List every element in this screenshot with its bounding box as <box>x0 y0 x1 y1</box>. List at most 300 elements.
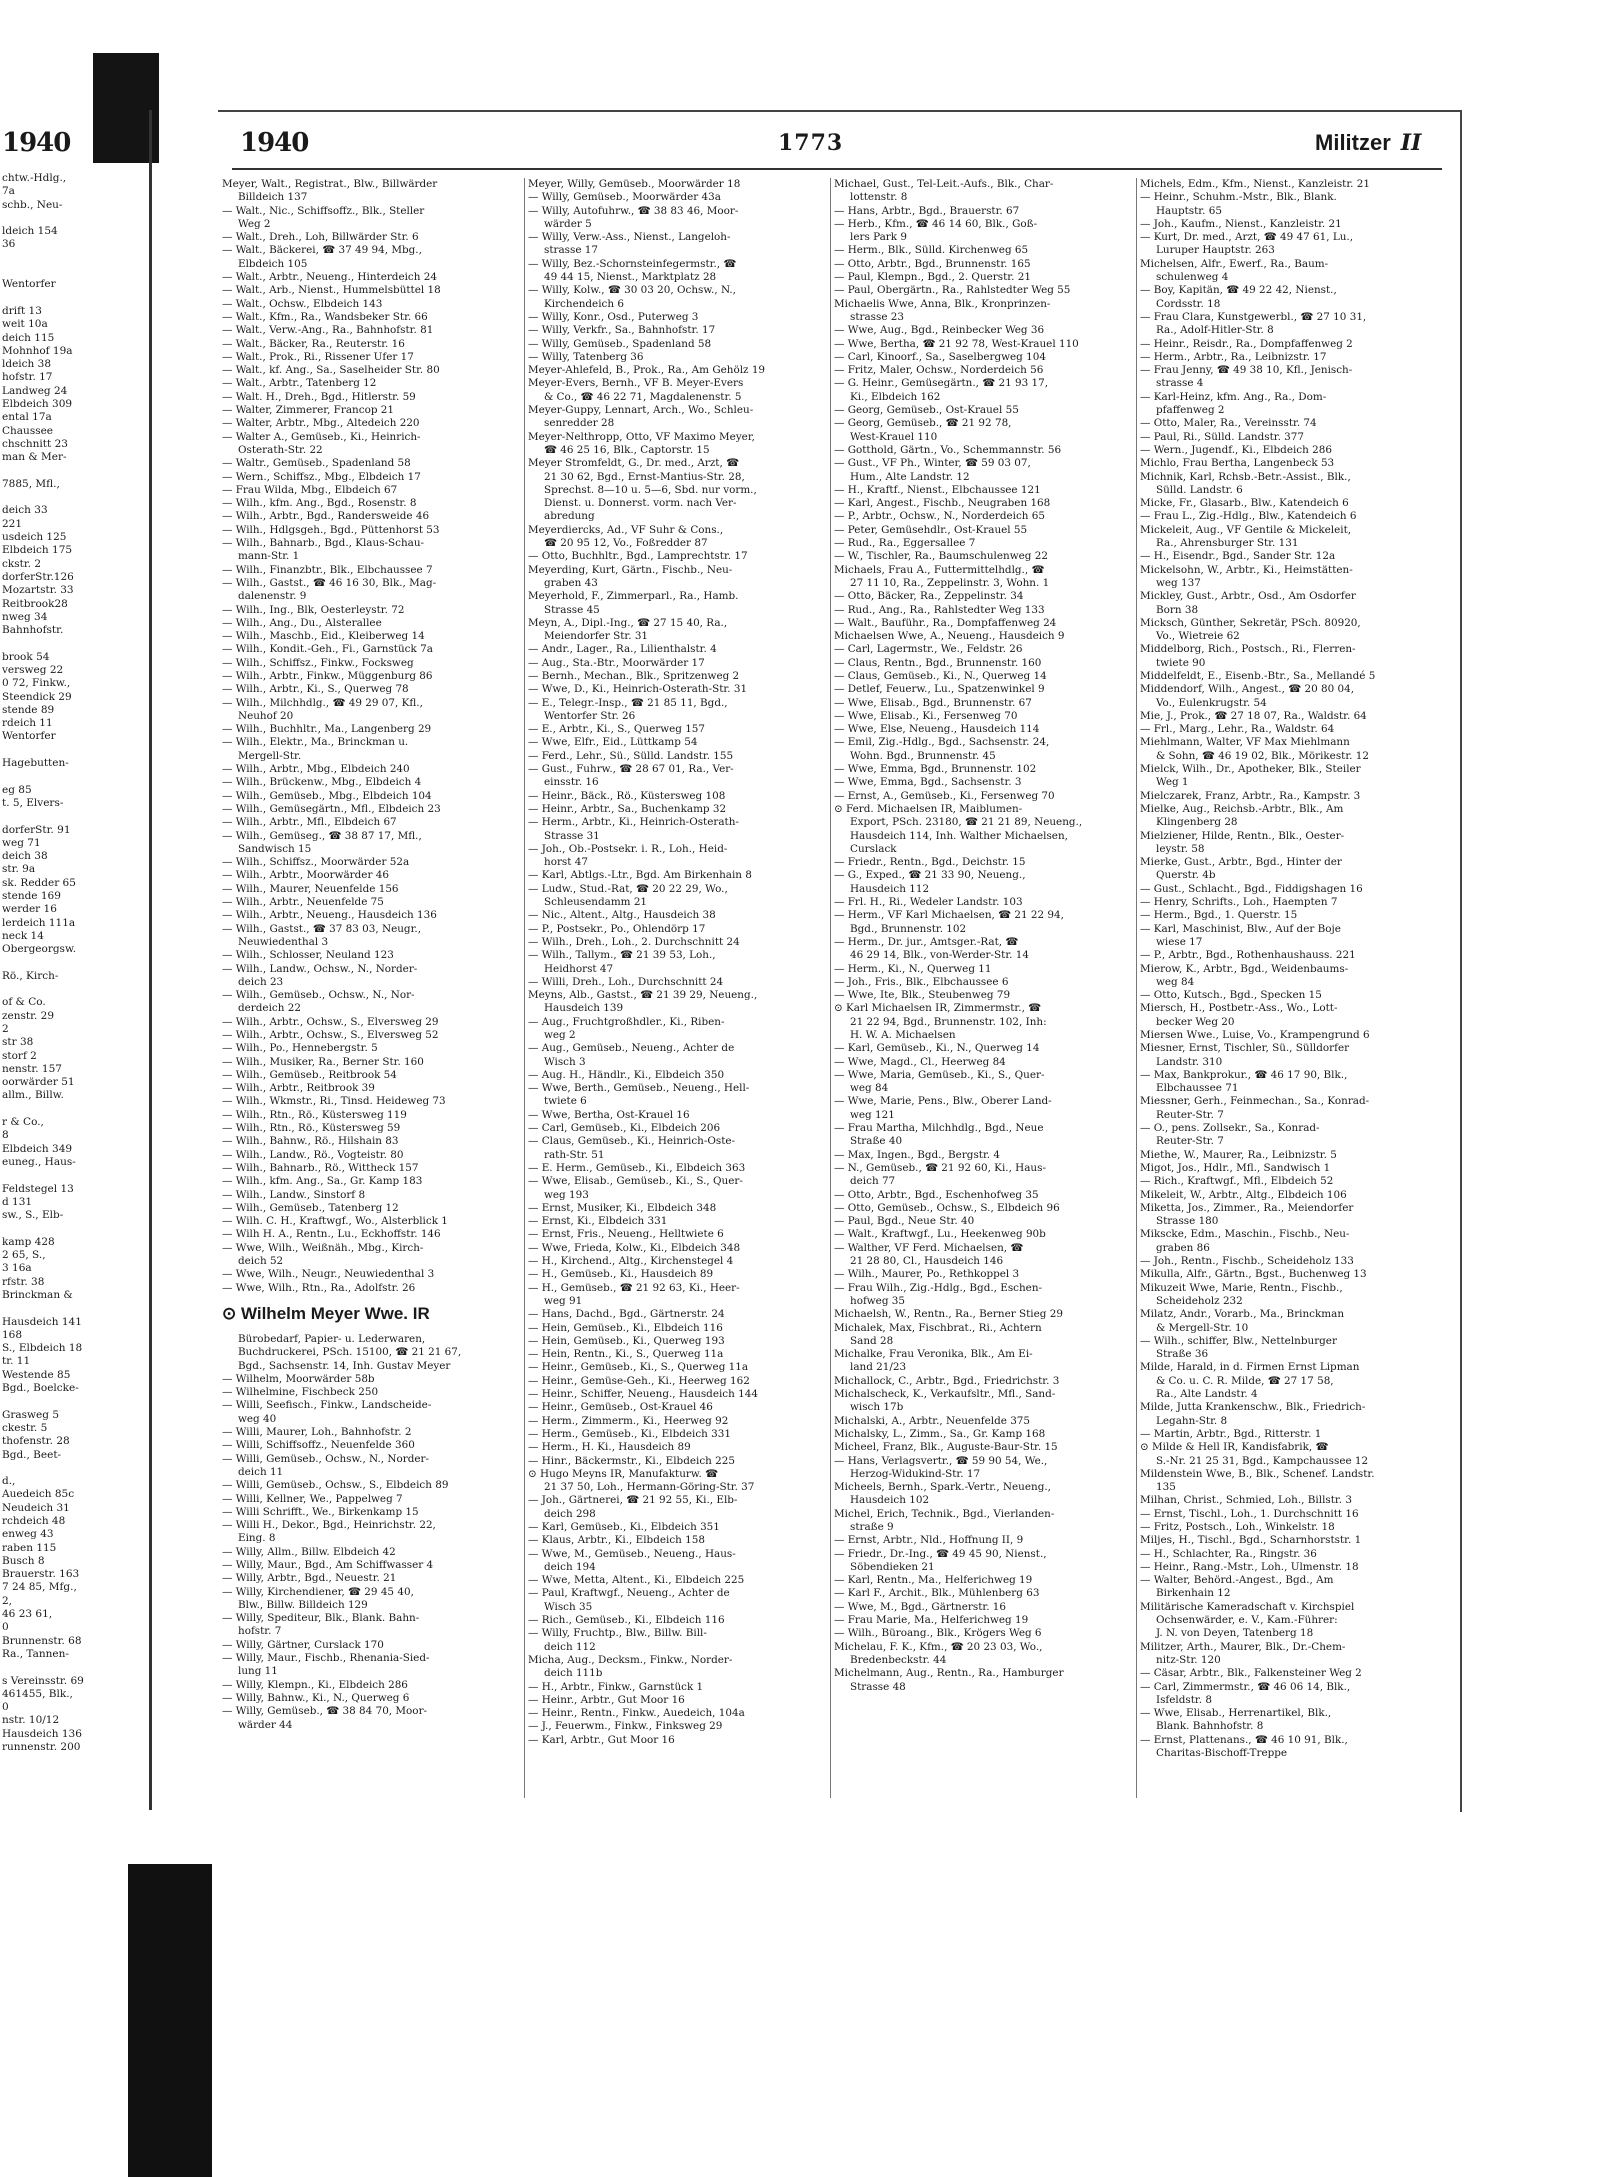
directory-entry: — Willi Schrifft., We., Birkenkamp 15 <box>222 1505 419 1518</box>
directory-entry: — E. Herm., Gemüseb., Ki., Elbdeich 363 <box>528 1161 746 1174</box>
facing-page-line: Wentorfer <box>2 278 56 291</box>
directory-entry: — Walt., kf. Ang., Sa., Saselheider Str. 80 <box>222 364 440 377</box>
directory-entry: — Heinr., Schuhm.-Mstr., Blk., Blank. <box>1140 191 1337 204</box>
directory-entry: — H., Gemüseb., ☎ 21 92 63, Ki., Heer- <box>528 1281 740 1294</box>
column-2 <box>528 178 826 1747</box>
directory-entry: — Wwe, Wilh., Weißnäh., Mbg., Kirch- <box>222 1241 424 1254</box>
directory-entry: — Willi, Maurer, Loh., Bahnhofstr. 2 <box>222 1426 412 1439</box>
facing-page-line: Ra., Tannen- <box>2 1647 69 1660</box>
directory-entry: — Willi H., Dekor., Bgd., Heinrichstr. 22, <box>222 1519 436 1532</box>
directory-entry: — Ernst, Tischl., Loh., 1. Durchschnitt 16 <box>1140 1507 1359 1520</box>
facing-page-line: 7885, Mfl., <box>2 477 60 490</box>
directory-entry: — H., Schlachter, Ra., Ringstr. 36 <box>1140 1547 1317 1560</box>
facing-page-line: 8 <box>2 1129 9 1142</box>
directory-entry: Bgd., Brunnenstr. 102 <box>850 922 967 935</box>
directory-entry: derdeich 22 <box>238 1002 301 1015</box>
directory-entry: — Wilh., Elektr., Ma., Brinckman u. <box>222 736 409 749</box>
directory-entry: — Paul, Klempn., Bgd., 2. Querstr. 21 <box>834 271 1031 284</box>
directory-entry: — Herm., Arbtr., Ki., Heinrich-Osterath- <box>528 816 739 829</box>
directory-entry: Ra., Ahrensburger Str. 131 <box>1156 537 1299 550</box>
directory-entry: Wisch 35 <box>544 1600 593 1613</box>
facing-page-line: 36 <box>2 238 16 251</box>
directory-entry: — Herm., Bgd., 1. Querstr. 15 <box>1140 909 1298 922</box>
directory-entry: — Wwe, Elfr., Eid., Lüttkamp 54 <box>528 736 698 749</box>
directory-entry: — Wilh., Landw., Sinstorf 8 <box>222 1188 366 1201</box>
facing-page-line: Brinckman & <box>2 1288 73 1301</box>
facing-page-line: Feldstegel 13 <box>2 1182 74 1195</box>
directory-entry: Neuwiedenthal 3 <box>238 935 329 948</box>
facing-page-line: of & Co. <box>2 996 46 1009</box>
directory-entry: — Wilh., Brückenw., Mbg., Elbdeich 4 <box>222 776 422 789</box>
facing-page-line: eg 85 <box>2 783 32 796</box>
facing-page-line: ldeich 154 <box>2 225 58 238</box>
facing-page-line: rdeich 11 <box>2 717 53 730</box>
facing-page-line: 2, <box>2 1594 13 1607</box>
facing-page-line: tr. 11 <box>2 1355 31 1368</box>
directory-entry: — Willi, Schiffsoffz., Neuenfelde 360 <box>222 1439 415 1452</box>
directory-entry: — Wern., Jugendf., Ki., Elbdeich 286 <box>1140 443 1332 456</box>
directory-entry: Ra., Alte Landstr. 4 <box>1156 1388 1258 1401</box>
directory-entry: — Rich., Gemüseb., Ki., Elbdeich 116 <box>528 1614 725 1627</box>
directory-entry: — H., Eisendr., Bgd., Sander Str. 12a <box>1140 550 1336 563</box>
directory-entry: — Wilh., Rtn., Rö., Küstersweg 119 <box>222 1108 407 1121</box>
directory-entry: — Paul, Ri., Sülld. Landstr. 377 <box>1140 430 1305 443</box>
directory-entry: Michel, Erich, Technik., Bgd., Vierlanden- <box>834 1507 1055 1520</box>
facing-page-line: ldeich 38 <box>2 358 51 371</box>
directory-entry: Strasse 180 <box>1156 1215 1219 1228</box>
directory-entry: — Peter, Gemüsehdlr., Ost-Krauel 55 <box>834 523 1028 536</box>
directory-entry: graben 43 <box>544 576 598 589</box>
directory-entry: Curslack <box>850 842 897 855</box>
directory-entry: — Wilh., schiffer, Blw., Nettelnburger <box>1140 1334 1337 1347</box>
directory-entry: Michalek, Max, Fischbrat., Ri., Achtern <box>834 1321 1042 1334</box>
directory-entry: Mierke, Gust., Arbtr., Bgd., Hinter der <box>1140 856 1342 869</box>
facing-page-line: oorwärder 51 <box>2 1076 75 1089</box>
directory-entry: ⊙ Wilhelm Meyer Wwe. IR <box>222 1303 430 1323</box>
directory-entry: wiese 17 <box>1156 935 1203 948</box>
directory-entry: — Willy, Kolw., ☎ 30 03 20, Ochsw., N., <box>528 284 736 297</box>
directory-entry: Bredenbeckstr. 44 <box>850 1653 947 1666</box>
directory-entry: — Wwe, M., Gemüseb., Neueng., Haus- <box>528 1547 736 1560</box>
directory-entry: Heidhorst 47 <box>544 962 614 975</box>
directory-entry: deich 111b <box>544 1667 603 1680</box>
directory-entry: — Hein, Gemüseb., Ki., Elbdeich 116 <box>528 1321 723 1334</box>
directory-entry: — Otto, Arbtr., Bgd., Brunnenstr. 165 <box>834 257 1031 270</box>
directory-entry: Ochsenwärder, e. V., Kam.-Führer: <box>1156 1614 1338 1627</box>
directory-entry: rath-Str. 51 <box>544 1148 605 1161</box>
directory-entry: Mergell-Str. <box>238 749 302 762</box>
facing-page-line: lerdeich 111a <box>2 916 76 929</box>
directory-entry: Querstr. 4b <box>1156 869 1216 882</box>
directory-entry: — Ernst, Arbtr., Nld., Hoffnung II, 9 <box>834 1534 1024 1547</box>
directory-entry: — Wilh., Gemüseb., Tatenberg 12 <box>222 1201 399 1214</box>
directory-entry: — Wwe, Maria, Gemüseb., Ki., S., Quer- <box>834 1068 1045 1081</box>
directory-entry: — Walt., Bauführ., Ra., Dompfaffenweg 24 <box>834 616 1057 629</box>
facing-page-line: nenstr. 157 <box>2 1062 62 1075</box>
directory-entry: Eing. 8 <box>238 1532 276 1545</box>
facing-page-line <box>2 957 84 970</box>
directory-entry: — Wilh., Maurer, Po., Rethkoppel 3 <box>834 1268 1020 1281</box>
directory-entry: — Herm., H. Ki., Hausdeich 89 <box>528 1441 691 1454</box>
facing-page-line: sw., S., Elb- <box>2 1209 64 1222</box>
directory-entry: — Karl, Rentn., Ma., Helferichweg 19 <box>834 1574 1033 1587</box>
directory-entry: Michelmann, Aug., Rentn., Ra., Hamburger <box>834 1667 1064 1680</box>
facing-page-line: Westende 85 <box>2 1368 71 1381</box>
directory-entry: — Wwe, Ite, Blk., Steubenweg 79 <box>834 989 1011 1002</box>
directory-entry: Hausdeich 139 <box>544 1002 624 1015</box>
directory-entry: — Walt., Arbtr., Neueng., Hinterdeich 24 <box>222 271 437 284</box>
directory-entry: — Wilh., Maurer, Neuenfelde 156 <box>222 882 399 895</box>
directory-entry: — Walter, Zimmerer, Francop 21 <box>222 404 395 417</box>
facing-page-line: 0 <box>2 1621 9 1634</box>
directory-entry: dalenenstr. 9 <box>238 590 307 603</box>
directory-entry: — Carl, Lagermstr., We., Feldstr. 26 <box>834 643 1023 656</box>
directory-entry: — Herm., VF Karl Michaelsen, ☎ 21 22 94, <box>834 909 1064 922</box>
directory-entry: — Wilh., Finanzbtr., Blk., Elbchaussee 7 <box>222 563 433 576</box>
facing-page-line: Obergeorgsw. <box>2 943 77 956</box>
facing-page-line <box>2 1169 84 1182</box>
directory-entry: Buchdruckerei, PSch. 15100, ☎ 21 21 67, <box>238 1346 462 1359</box>
directory-entry: — Willy, Gemüseb., ☎ 38 84 70, Moor- <box>222 1705 428 1718</box>
facing-page-line: 3 16a <box>2 1262 32 1275</box>
page-year: 1940 <box>240 128 309 158</box>
facing-page-line: zenstr. 29 <box>2 1009 55 1022</box>
facing-page-line: r & Co., <box>2 1116 44 1129</box>
directory-entry: — Herm., Arbtr., Ra., Leibnizstr. 17 <box>1140 350 1327 363</box>
directory-entry: — Hans, Arbtr., Bgd., Brauerstr. 67 <box>834 204 1020 217</box>
directory-entry: — P., Arbtr., Ochsw., N., Norderdeich 65 <box>834 510 1046 523</box>
directory-entry: — H., Kirchend., Altg., Kirchenstegel 4 <box>528 1255 734 1268</box>
directory-entry: Migot, Jos., Hdlr., Mfl., Sandwisch 1 <box>1140 1161 1331 1174</box>
facing-page-line: d., <box>2 1475 16 1488</box>
directory-entry: — Walt., Kraftwgf., Lu., Heekenweg 90b <box>834 1228 1046 1241</box>
directory-entry: — Wilh., Hdlgsgeh., Bgd., Püttenhorst 53 <box>222 523 440 536</box>
directory-entry: — Herm., Gemüseb., Ki., Elbdeich 331 <box>528 1427 731 1440</box>
directory-entry: — Walt., Arbtr., Tatenberg 12 <box>222 377 377 390</box>
directory-entry: Reuter-Str. 7 <box>1156 1135 1224 1148</box>
directory-entry: — Max, Bankprokur., ☎ 46 17 90, Blk., <box>1140 1068 1348 1081</box>
directory-entry: Meyn, A., Dipl.-Ing., ☎ 27 15 40, Ra., <box>528 616 728 629</box>
directory-entry: Meyer, Willy, Gemüseb., Moorwärder 18 <box>528 178 741 190</box>
facing-page-line <box>2 1222 84 1235</box>
directory-entry: Mie, J., Prok., ☎ 27 18 07, Ra., Waldstr. 64 <box>1140 709 1367 722</box>
facing-page-line: Neudeich 31 <box>2 1501 70 1514</box>
directory-entry: Luruper Hauptstr. 263 <box>1156 244 1275 257</box>
directory-entry: — Wwe, Aug., Bgd., Reinbecker Weg 36 <box>834 324 1045 337</box>
directory-entry: ⊙ Hugo Meyns IR, Manufakturw. ☎ <box>528 1467 719 1480</box>
directory-entry: Michallock, C., Arbtr., Bgd., Friedrichstr. 3 <box>834 1374 1060 1387</box>
facing-page-line: Elbdeich 309 <box>2 398 73 411</box>
facing-page-line: Reitbrook28 <box>2 597 68 610</box>
directory-entry: 135 <box>1156 1481 1176 1494</box>
directory-entry: — Wilh., Bahnarb., Rö., Wittheck 157 <box>222 1161 419 1174</box>
directory-entry: — Walt., Dreh., Loh, Billwärder Str. 6 <box>222 231 419 244</box>
directory-entry: lers Park 9 <box>850 231 907 244</box>
facing-page-line: 7 24 85, Mfg., <box>2 1581 77 1594</box>
directory-entry: Michels, Edm., Kfm., Nienst., Kanzleistr. 21 <box>1140 178 1371 190</box>
directory-entry: — Rich., Kraftwgf., Mfl., Elbdeich 52 <box>1140 1175 1334 1188</box>
facing-page-line <box>2 292 84 305</box>
directory-entry: Milhan, Christ., Schmied, Loh., Billstr. 3 <box>1140 1494 1352 1507</box>
facing-page-line: Elbdeich 349 <box>2 1142 73 1155</box>
facing-page-line: 0 <box>2 1701 9 1714</box>
directory-entry: — Wilh., Buchhltr., Ma., Langenberg 29 <box>222 723 432 736</box>
directory-entry: — Nic., Altent., Altg., Hausdeich 38 <box>528 909 716 922</box>
directory-entry: — Frl., Marg., Lehr., Ra., Waldstr. 64 <box>1140 723 1335 736</box>
directory-entry: Dienst. u. Donnerst. vorm. nach Ver- <box>544 497 737 510</box>
facing-page-line: raben 115 <box>2 1541 57 1554</box>
directory-entry: — Karl, Gemüseb., Ki., Elbdeich 351 <box>528 1520 720 1533</box>
directory-entry: Miljes, H., Tischl., Bgd., Scharnhorststr. 1 <box>1140 1534 1362 1547</box>
directory-entry: Landstr. 310 <box>1156 1055 1223 1068</box>
directory-entry: — Friedr., Rentn., Bgd., Deichstr. 15 <box>834 856 1026 869</box>
directory-entry: 46 29 14, Blk., von-Werder-Str. 14 <box>850 949 1029 962</box>
facing-page-line: weg 71 <box>2 836 41 849</box>
facing-page-line: Bahnhofstr. <box>2 624 64 637</box>
directory-entry: — Wwe, Berth., Gemüseb., Neueng., Hell- <box>528 1082 750 1095</box>
facing-page-line: nstr. 10/12 <box>2 1714 60 1727</box>
directory-entry: — Walter A., Gemüseb., Ki., Heinrich- <box>222 430 421 443</box>
directory-entry: Bgd., Sachsenstr. 14, Inh. Gustav Meyer <box>238 1359 451 1372</box>
directory-entry: 21 22 94, Bgd., Brunnenstr. 102, Inh: <box>850 1015 1047 1028</box>
directory-entry: — Frau Martha, Milchhdlg., Bgd., Neue <box>834 1122 1044 1135</box>
facing-page-line: Mozartstr. 33 <box>2 584 74 597</box>
facing-page-line: Hausdeich 141 <box>2 1315 82 1328</box>
directory-entry: deich 77 <box>850 1175 896 1188</box>
directory-entry: — Paul, Obergärtn., Ra., Rahlstedter Weg 55 <box>834 284 1071 297</box>
directory-entry: schulenweg 4 <box>1156 271 1229 284</box>
directory-entry: — Wilh., Arbtr., Neueng., Hausdeich 136 <box>222 909 437 922</box>
directory-entry: weg 84 <box>850 1082 889 1095</box>
directory-entry: — Willy, Autofuhrw., ☎ 38 83 46, Moor- <box>528 204 739 217</box>
directory-entry: Blank. Bahnhofstr. 8 <box>1156 1720 1264 1733</box>
directory-entry: — Detlef, Feuerw., Lu., Spatzenwinkel 9 <box>834 683 1045 696</box>
facing-page-line: 221 <box>2 517 23 530</box>
directory-entry: — Karl F., Archit., Blk., Mühlenberg 63 <box>834 1587 1040 1600</box>
facing-page-lines <box>2 172 84 1754</box>
directory-entry: — Hein, Gemüseb., Ki., Querweg 193 <box>528 1334 725 1347</box>
facing-page-line: stende 89 <box>2 703 55 716</box>
directory-entry: wärder 44 <box>238 1718 293 1731</box>
directory-entry: — Wilh., Wkmstr., Ri., Tinsd. Heideweg 73 <box>222 1095 446 1108</box>
directory-entry: Wohn. Bgd., Brunnenstr. 45 <box>850 749 996 762</box>
directory-entry: deich 11 <box>238 1465 284 1478</box>
directory-entry: Milde, Harald, in d. Firmen Ernst Lipman <box>1140 1361 1360 1374</box>
facing-page-line <box>2 1302 84 1315</box>
facing-page-line <box>2 465 84 478</box>
directory-entry: — Wilh., Gastst., ☎ 46 16 30, Blk., Mag- <box>222 576 437 589</box>
directory-entry: — Carl, Gemüseb., Ki., Elbdeich 206 <box>528 1122 721 1135</box>
directory-entry: — Frau Jenny, ☎ 49 38 10, Kfl., Jenisch- <box>1140 364 1353 377</box>
directory-entry: Meyer Stromfeldt, G., Dr. med., Arzt, ☎ <box>528 457 740 470</box>
directory-entry: — Walther, VF Ferd. Michaelsen, ☎ <box>834 1241 1024 1254</box>
directory-entry: — Willi, Gemüseb., Ochsw., N., Norder- <box>222 1452 429 1465</box>
facing-page-line: deich 115 <box>2 331 55 344</box>
directory-entry: Mielck, Wilh., Dr., Apotheker, Blk., Steiler <box>1140 763 1361 776</box>
directory-entry: — Wilh., kfm. Ang., Bgd., Rosenstr. 8 <box>222 497 417 510</box>
facing-page-line: 168 <box>2 1328 23 1341</box>
facing-page-line: dorferStr.126 <box>2 570 74 583</box>
directory-entry: deich 112 <box>544 1640 596 1653</box>
directory-entry: Herzog-Widukind-Str. 17 <box>850 1467 981 1480</box>
directory-entry: — Walt. H., Dreh., Bgd., Hitlerstr. 59 <box>222 390 416 403</box>
directory-entry: 21 28 80, Cl., Hausdeich 146 <box>850 1255 1004 1268</box>
directory-entry: — Wilh., Gemüseb., Mbg., Elbdeich 104 <box>222 789 432 802</box>
directory-entry: — Wwe, Emma, Bgd., Brunnenstr. 102 <box>834 763 1037 776</box>
directory-entry: Scheideholz 232 <box>1156 1294 1243 1307</box>
facing-page-line: chtw.-Hdlg., <box>2 172 67 184</box>
directory-entry: — Wilh., Ing., Blk, Oesterleystr. 72 <box>222 603 405 616</box>
directory-entry: — Gotthold, Gärtn., Vo., Schemmannstr. 56 <box>834 443 1062 456</box>
facing-page-line: werder 16 <box>2 903 57 916</box>
directory-entry: Born 38 <box>1156 603 1199 616</box>
directory-entry: — Walt., Arb., Nienst., Hummelsbüttel 18 <box>222 284 441 297</box>
directory-entry: — Willi, Kellner, We., Pappelweg 7 <box>222 1492 403 1505</box>
directory-entry: — Wilh., Po., Hennebergstr. 5 <box>222 1042 378 1055</box>
directory-entry: abredung <box>544 510 595 523</box>
directory-entry: Michalscheck, K., Verkaufsltr., Mfl., Sand- <box>834 1388 1056 1401</box>
facing-page-line: dorferStr. 91 <box>2 823 71 836</box>
directory-entry: 49 44 15, Nienst., Marktplatz 28 <box>544 271 717 284</box>
facing-page-line: s Vereinsstr. 69 <box>2 1674 84 1687</box>
directory-entry: Sand 28 <box>850 1334 894 1347</box>
directory-entry: — Aug., Gemüseb., Neueng., Achter de <box>528 1042 735 1055</box>
facing-page-line: Grasweg 5 <box>2 1408 59 1421</box>
facing-page-line: rfstr. 38 <box>2 1275 45 1288</box>
directory-entry: — Frau Wilh., Zig.-Hdlg., Bgd., Eschen- <box>834 1281 1043 1294</box>
facing-page-line: drift 13 <box>2 304 42 317</box>
facing-page-line <box>2 1661 84 1674</box>
directory-entry: — Aug. H., Händlr., Ki., Elbdeich 350 <box>528 1068 725 1081</box>
column-divider <box>1136 178 1137 1798</box>
facing-page-line: S., Elbdeich 18 <box>2 1342 83 1355</box>
directory-entry: — Wwe, Elisab., Bgd., Brunnenstr. 67 <box>834 696 1032 709</box>
directory-entry: — Wilhelm, Moorwärder 58b <box>222 1372 375 1385</box>
directory-entry: — Herm., Blk., Sülld. Kirchenweg 65 <box>834 244 1029 257</box>
running-name: Militzer <box>1315 130 1391 155</box>
directory-entry: land 21/23 <box>850 1361 907 1374</box>
directory-entry: Miersch, H., Postbetr.-Ass., Wo., Lott- <box>1140 1002 1338 1015</box>
directory-entry: Klingenberg 28 <box>1156 816 1238 829</box>
directory-entry: — Claus, Gemüseb., Ki., Heinrich-Oste- <box>528 1135 736 1148</box>
directory-entry: — Willy, Tatenberg 36 <box>528 350 644 363</box>
directory-entry: — Kurt, Dr. med., Arzt, ☎ 49 47 61, Lu., <box>1140 231 1354 244</box>
facing-page-line: brook 54 <box>2 650 50 663</box>
facing-page-line: Brunnenstr. 68 <box>2 1634 82 1647</box>
directory-entry: — Walt., Nic., Schiffsoffz., Blk., Steller <box>222 204 425 217</box>
directory-entry: Michaelsen Wwe, A., Neueng., Hausdeich 9 <box>834 630 1065 643</box>
directory-entry: Birkenhain 12 <box>1156 1587 1231 1600</box>
directory-entry: — Paul, Kraftwgf., Neueng., Achter de <box>528 1587 730 1600</box>
facing-page-line: allm., Billw. <box>2 1089 64 1102</box>
directory-entry: — Heinr., Rentn., Finkw., Auedeich, 104a <box>528 1707 745 1720</box>
page-number: 1773 <box>778 130 844 156</box>
column-divider <box>524 178 525 1798</box>
directory-entry: — Ernst, Ki., Elbdeich 331 <box>528 1215 668 1228</box>
directory-entry: weg 193 <box>544 1188 589 1201</box>
facing-page-line <box>2 770 84 783</box>
directory-entry: weg 40 <box>238 1412 277 1425</box>
facing-page-line: nweg 34 <box>2 610 48 623</box>
directory-entry: — Wilh., Gemüseb., Reitbrook 54 <box>222 1068 397 1081</box>
directory-entry: — Wwe, Elisab., Gemüseb., Ki., S., Quer- <box>528 1175 743 1188</box>
directory-entry: — Wilh., Gemüseb., Ochsw., N., Nor- <box>222 989 415 1002</box>
directory-entry: — P., Postsekr., Po., Ohlendörp 17 <box>528 922 706 935</box>
directory-entry: — Frl. H., Ri., Wedeler Landstr. 103 <box>834 896 1023 909</box>
directory-entry: — Aug., Fruchtgroßhdler., Ki., Riben- <box>528 1015 725 1028</box>
facing-page-line: Elbdeich 175 <box>2 544 73 557</box>
directory-entry: West-Krauel 110 <box>850 430 938 443</box>
directory-entry: — Wilh. C. H., Kraftwgf., Wo., Alsterblick 1 <box>222 1215 448 1228</box>
directory-entry: S.-Nr. 21 25 31, Bgd., Kampchaussee 12 <box>1156 1454 1369 1467</box>
directory-entry: — Wilh., Arbtr., Finkw., Müggenburg 86 <box>222 669 433 682</box>
directory-entry: ☎ 46 25 16, Blk., Captorstr. 15 <box>544 443 710 456</box>
directory-entry: — Herm., Dr. jur., Amtsger.-Rat, ☎ <box>834 935 1019 948</box>
directory-entry: — Otto, Gemüseb., Ochsw., S., Elbdeich 96 <box>834 1201 1060 1214</box>
directory-entry: deich 298 <box>544 1507 596 1520</box>
directory-entry: — G., Exped., ☎ 21 33 90, Neueng., <box>834 869 1026 882</box>
directory-entry: senredder 28 <box>544 417 615 430</box>
directory-entry: horst 47 <box>544 856 588 869</box>
directory-entry: strasse 4 <box>1156 377 1204 390</box>
directory-entry: — Walt., Ochsw., Elbdeich 143 <box>222 297 383 310</box>
directory-entry: leystr. 58 <box>1156 842 1205 855</box>
directory-entry: & Co. u. C. R. Milde, ☎ 27 17 58, <box>1156 1374 1334 1387</box>
facing-page-line: 46 23 61, <box>2 1608 53 1621</box>
facing-page-line <box>2 1103 84 1116</box>
directory-entry: — G. Heinr., Gemüsegärtn., ☎ 21 93 17, <box>834 377 1049 390</box>
directory-entry: Meyer, Walt., Registrat., Blw., Billwärder <box>222 178 438 190</box>
directory-entry: — Friedr., Dr.-Ing., ☎ 49 45 90, Nienst., <box>834 1547 1047 1560</box>
directory-entry: — Georg, Gemüseb., Ost-Krauel 55 <box>834 404 1019 417</box>
directory-entry: — Carl, Zimmermstr., ☎ 46 06 14, Blk., <box>1140 1680 1351 1693</box>
directory-entry: Micheels, Bernh., Spark.-Vertr., Neueng., <box>834 1481 1051 1494</box>
directory-entry: & Co., ☎ 46 22 71, Magdalenenstr. 5 <box>544 390 742 403</box>
directory-entry: — Gust., Schlacht., Bgd., Fiddigshagen 16 <box>1140 882 1363 895</box>
directory-entry: Export, PSch. 23180, ☎ 21 21 89, Neueng., <box>850 816 1083 829</box>
directory-entry: — Wwe, Wilh., Neugr., Neuwiedenthal 3 <box>222 1268 435 1281</box>
facing-page-line: deich 33 <box>2 504 48 517</box>
directory-entry: — Martin, Arbtr., Bgd., Ritterstr. 1 <box>1140 1427 1322 1440</box>
directory-entry: — Ernst, Plattenans., ☎ 46 10 91, Blk., <box>1140 1733 1348 1746</box>
directory-entry: becker Weg 20 <box>1156 1015 1235 1028</box>
directory-entry: — Rud., Ra., Eggersallee 7 <box>834 537 976 550</box>
directory-entry: — Joh., Ob.-Postsekr. i. R., Loh., Heid- <box>528 842 728 855</box>
directory-entry: — Karl, Maschinist, Blw., Auf der Boje <box>1140 922 1341 935</box>
directory-entry: Mickley, Gust., Arbtr., Osd., Am Osdorfer <box>1140 590 1356 603</box>
directory-entry: — Wilh., Bahnarb., Bgd., Klaus-Schau- <box>222 537 425 550</box>
directory-entry: — Ludw., Stud.-Rat, ☎ 20 22 29, Wo., <box>528 882 728 895</box>
directory-entry: twiete 6 <box>544 1095 587 1108</box>
facing-page-line: t. 5, Elvers- <box>2 796 64 809</box>
directory-entry: Weg 2 <box>238 217 271 230</box>
directory-entry: — Karl, Arbtr., Gut Moor 16 <box>528 1733 675 1746</box>
column-3 <box>834 178 1132 1694</box>
directory-entry: — Karl, Angest., Fischb., Neugraben 168 <box>834 497 1051 510</box>
directory-entry: — Otto, Buchhltr., Bgd., Lamprechtstr. 17 <box>528 550 748 563</box>
directory-entry: — Ernst, Musiker, Ki., Elbdeich 348 <box>528 1201 717 1214</box>
directory-entry: Ki., Elbdeich 162 <box>850 390 941 403</box>
directory-entry: hofstr. 7 <box>238 1625 282 1638</box>
directory-entry: — N., Gemüseb., ☎ 21 92 60, Ki., Haus- <box>834 1161 1046 1174</box>
directory-entry: Miersen Wwe., Luise, Vo., Krampengrund 6 <box>1140 1029 1370 1041</box>
facing-page-line: sk. Redder 65 <box>2 876 76 889</box>
directory-entry: Hausdeich 112 <box>850 882 930 895</box>
directory-entry: Mildenstein Wwe, B., Blk., Schenef. Landstr. <box>1140 1467 1375 1480</box>
directory-entry: — Joh., Kaufm., Nienst., Kanzleistr. 21 <box>1140 217 1342 230</box>
directory-entry: — Wilh., Tallym., ☎ 21 39 53, Loh., <box>528 949 716 962</box>
directory-entry: Cordsstr. 18 <box>1156 297 1221 310</box>
